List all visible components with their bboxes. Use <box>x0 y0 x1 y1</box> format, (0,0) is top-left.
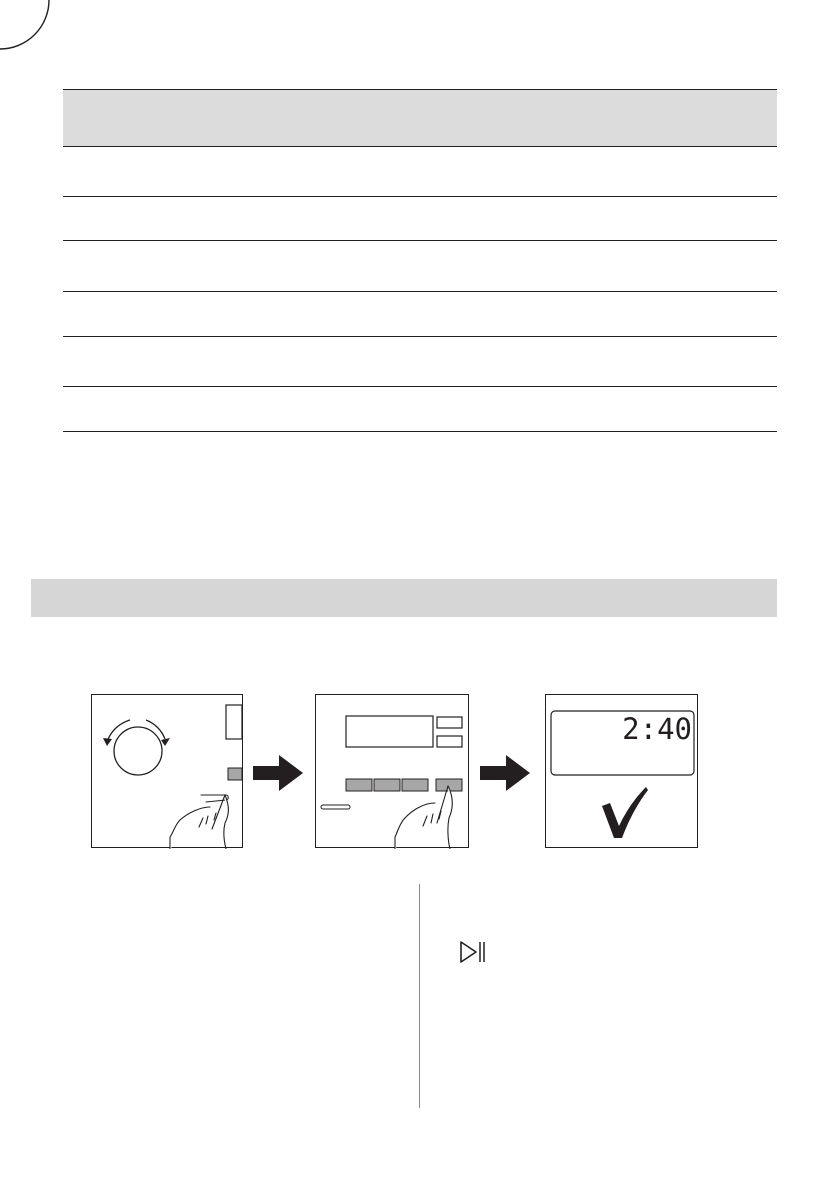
button <box>346 779 372 791</box>
rotary-knob-icon <box>103 720 170 775</box>
pressing-finger-icon <box>170 795 228 849</box>
button <box>402 779 428 791</box>
display-time: 2:40 <box>622 712 692 746</box>
table-row <box>63 291 777 292</box>
column-divider <box>419 884 420 1108</box>
step-1-panel <box>91 694 243 848</box>
display-window-edge <box>226 705 242 739</box>
display-screen <box>346 716 433 747</box>
arrow-right-icon <box>253 755 303 791</box>
section-heading-bar <box>31 579 777 617</box>
table-row <box>63 431 777 432</box>
slot <box>321 805 350 809</box>
pressing-finger-icon <box>395 786 452 849</box>
table-row <box>63 386 777 387</box>
table-row <box>63 196 777 197</box>
table-header <box>63 89 777 147</box>
indicator-box-bottom <box>437 736 462 747</box>
step-2-panel <box>315 694 469 848</box>
table-row <box>63 240 777 241</box>
arrow-right-icon <box>480 755 530 791</box>
checkmark-icon <box>602 787 648 838</box>
indicator-box-top <box>437 717 462 728</box>
crop-mark-icon <box>0 0 52 52</box>
button <box>374 779 400 791</box>
step-3-panel <box>545 694 698 848</box>
play-pause-icon <box>459 940 487 964</box>
button <box>228 768 242 780</box>
table-row <box>63 336 777 337</box>
